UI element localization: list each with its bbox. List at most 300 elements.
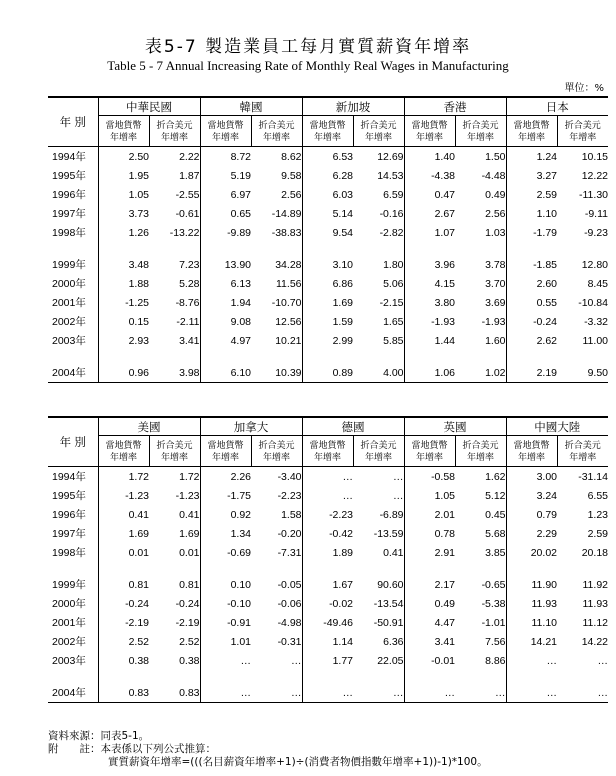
value-cell: 14.53 [377, 169, 404, 182]
value-cell: 0.92 [200, 505, 251, 524]
value-cell: 2.99 [302, 331, 353, 350]
value-cell: 5.14 [302, 204, 353, 223]
value-cell: 1.69 [98, 524, 149, 543]
value-cell: -2.11 [176, 315, 200, 328]
table-row [48, 147, 608, 167]
subheader-line: 年增率 [109, 132, 137, 142]
footnote-label: 附 註： [48, 743, 101, 755]
value-cell: -2.15 [379, 296, 404, 309]
local-currency-header [506, 116, 557, 147]
value-cell: -0.31 [277, 635, 302, 648]
subheader-line: 當地貨幣 [309, 440, 346, 450]
local-currency-header [200, 436, 251, 467]
spacer-row [48, 562, 608, 575]
value-cell: 12.69 [377, 150, 404, 163]
value-cell: -0.01 [404, 651, 455, 670]
table-row [48, 312, 608, 331]
spacer-cell [200, 562, 251, 575]
local-currency-header [404, 116, 455, 147]
local-currency-header [200, 116, 251, 147]
spacer-cell [200, 242, 251, 255]
value-cell: 1.14 [302, 632, 353, 651]
value-cell: -13.22 [169, 226, 200, 239]
local-currency-header [98, 436, 149, 467]
table-row [48, 524, 608, 543]
value-cell: -0.05 [277, 578, 302, 591]
value-cell: 0.83 [98, 683, 149, 703]
value-cell: 5.19 [200, 166, 251, 185]
value-cell: 8.86 [485, 654, 506, 667]
value-cell: 3.96 [404, 255, 455, 274]
value-cell: 3.78 [485, 258, 506, 271]
formula-note: 實質薪資年增率=(((名目薪資年增率+1)÷(消費者物價指數年增率+1))-1)*100。 [108, 756, 488, 768]
usd-header [455, 436, 506, 467]
value-cell: 10.39 [251, 363, 302, 383]
spacer-cell [149, 670, 200, 683]
value-cell: 0.81 [179, 578, 200, 591]
country-header: 加拿大 [200, 417, 302, 436]
spacer-cell [251, 242, 302, 255]
subheader-line: 當地貨幣 [105, 120, 142, 130]
subheader-line: 當地貨幣 [105, 440, 142, 450]
value-cell: -1.93 [481, 315, 506, 328]
value-cell: 1.58 [281, 508, 302, 521]
subheader-line: 當地貨幣 [309, 120, 346, 130]
spacer-cell [149, 350, 200, 363]
spacer-cell [506, 562, 557, 575]
subheader-line: 年增率 [109, 452, 137, 462]
value-cell: -0.58 [404, 467, 455, 487]
value-cell: 11.10 [506, 613, 557, 632]
value-cell: 12.22 [581, 169, 608, 182]
value-cell: 9.50 [557, 363, 608, 383]
table-row [48, 683, 608, 703]
value-cell: 1.65 [383, 315, 404, 328]
value-cell: -0.91 [200, 613, 251, 632]
subheader-line: 折合美元 [360, 440, 397, 450]
value-cell: 0.49 [404, 594, 455, 613]
subheader-line: 折合美元 [564, 120, 601, 130]
value-cell: … [291, 654, 302, 667]
table-row [48, 255, 608, 274]
value-cell: -1.75 [200, 486, 251, 505]
country-header: 韓國 [200, 97, 302, 116]
country-header: 英國 [404, 417, 506, 436]
spacer-cell [353, 562, 404, 575]
year-cell: 1998年 [52, 227, 86, 239]
subheader-line: 年增率 [211, 132, 239, 142]
usd-header [353, 116, 404, 147]
value-cell: 1.05 [98, 185, 149, 204]
value-cell: 11.92 [582, 578, 608, 591]
value-cell: 7.56 [485, 635, 506, 648]
value-cell: 9.08 [200, 312, 251, 331]
subheader-line: 年增率 [364, 132, 392, 142]
value-cell: 1.40 [404, 147, 455, 167]
value-cell: 1.77 [302, 651, 353, 670]
local-currency-header [404, 436, 455, 467]
spacer-cell [48, 670, 98, 683]
value-cell: 0.45 [485, 508, 506, 521]
spacer-row [48, 242, 608, 255]
country-header: 中華民國 [98, 97, 200, 116]
value-cell: -0.65 [481, 578, 506, 591]
local-currency-header [302, 436, 353, 467]
value-cell: -31.14 [578, 470, 608, 483]
value-cell: 8.72 [200, 147, 251, 167]
value-cell: 0.96 [98, 363, 149, 383]
spacer-cell [455, 242, 506, 255]
value-cell: 3.80 [404, 293, 455, 312]
year-cell: 2002年 [52, 316, 86, 328]
value-cell: 14.21 [506, 632, 557, 651]
value-cell: 10.21 [275, 334, 302, 347]
value-cell: 1.07 [404, 223, 455, 242]
spacer-cell [302, 670, 353, 683]
value-cell: … [506, 683, 557, 703]
table-row [48, 486, 608, 505]
value-cell: -0.06 [277, 597, 302, 610]
value-cell: … [393, 489, 404, 502]
spacer-row [48, 670, 608, 683]
value-cell: 2.93 [98, 331, 149, 350]
subheader-line: 年增率 [569, 452, 597, 462]
subheader-line: 折合美元 [258, 440, 295, 450]
value-cell: 3.70 [485, 277, 506, 290]
value-cell: 0.78 [404, 524, 455, 543]
value-cell: 1.44 [404, 331, 455, 350]
value-cell: 2.91 [404, 543, 455, 562]
usd-header [353, 436, 404, 467]
country-header-row [48, 97, 608, 116]
value-cell: -38.83 [271, 226, 302, 239]
subheader-line: 折合美元 [462, 120, 499, 130]
subheader-line: 當地貨幣 [411, 120, 448, 130]
subheader-line: 折合美元 [360, 120, 397, 130]
subheader-line: 折合美元 [258, 120, 295, 130]
value-cell: 0.65 [200, 204, 251, 223]
value-cell: -10.70 [271, 296, 302, 309]
value-cell: -1.25 [98, 293, 149, 312]
spacer-row [48, 350, 608, 363]
value-cell: … [506, 651, 557, 670]
year-cell: 2003年 [52, 335, 86, 347]
subheader-line: 年增率 [569, 132, 597, 142]
subheader-row [48, 116, 608, 147]
value-cell: -2.23 [302, 505, 353, 524]
value-cell: 0.83 [149, 683, 200, 703]
value-cell: 20.02 [506, 543, 557, 562]
value-cell: 8.45 [587, 277, 608, 290]
spacer-cell [404, 562, 455, 575]
value-cell: 1.67 [302, 575, 353, 594]
value-cell: -1.23 [175, 489, 200, 502]
value-cell: -0.10 [200, 594, 251, 613]
value-cell: … [302, 467, 353, 487]
subheader-line: 年增率 [517, 452, 545, 462]
value-cell: 0.49 [485, 188, 506, 201]
value-cell: 4.15 [404, 274, 455, 293]
value-cell: 1.10 [506, 204, 557, 223]
usd-header [149, 116, 200, 147]
value-cell: 2.29 [506, 524, 557, 543]
value-cell: -1.23 [98, 486, 149, 505]
value-cell: 6.10 [200, 363, 251, 383]
subheader-line: 年增率 [160, 452, 188, 462]
value-cell: 1.89 [302, 543, 353, 562]
table-row [48, 166, 608, 185]
value-cell: 11.93 [582, 597, 608, 610]
value-cell: 5.85 [383, 334, 404, 347]
value-cell: 2.01 [404, 505, 455, 524]
value-cell: -2.55 [175, 188, 200, 201]
table-row [48, 223, 608, 242]
value-cell: 0.01 [98, 543, 149, 562]
value-cell: -2.23 [277, 489, 302, 502]
value-cell: 0.41 [383, 546, 404, 559]
spacer-cell [48, 242, 98, 255]
subheader-line: 年增率 [211, 452, 239, 462]
value-cell: 1.24 [506, 147, 557, 167]
usd-header [557, 116, 608, 147]
spacer-cell [200, 670, 251, 683]
value-cell: 1.60 [485, 334, 506, 347]
usd-header [251, 116, 302, 147]
subheader-line: 當地貨幣 [513, 120, 550, 130]
value-cell: -2.19 [175, 616, 200, 629]
value-cell: 1.03 [485, 226, 506, 239]
value-cell: 6.03 [302, 185, 353, 204]
value-cell: -1.85 [506, 255, 557, 274]
table-title-chinese: 表5-7 製造業員工每月實質薪資年增率 [144, 37, 472, 57]
subheader-line: 年增率 [415, 132, 443, 142]
value-cell: 3.48 [98, 255, 149, 274]
value-cell: 9.58 [281, 169, 302, 182]
spacer-cell [98, 350, 149, 363]
value-cell: 12.56 [275, 315, 302, 328]
country-header: 香港 [404, 97, 506, 116]
value-cell: 0.79 [506, 505, 557, 524]
value-cell: 4.97 [200, 331, 251, 350]
wage-table-asia [48, 96, 608, 383]
year-header: 年 別 [48, 97, 98, 147]
value-cell: -14.89 [271, 207, 302, 220]
value-cell: 14.22 [581, 635, 608, 648]
year-cell: 1995年 [52, 490, 86, 502]
value-cell: … [404, 683, 455, 703]
spacer-cell [251, 350, 302, 363]
footnote-text: 本表係以下列公式推算： [100, 743, 216, 755]
spacer-cell [506, 350, 557, 363]
value-cell: … [302, 683, 353, 703]
table-row [48, 651, 608, 670]
spacer-cell [353, 670, 404, 683]
value-cell: -0.24 [175, 597, 200, 610]
value-cell: 0.41 [179, 508, 200, 521]
year-cell: 1997年 [52, 528, 86, 540]
value-cell: 2.60 [506, 274, 557, 293]
value-cell: -1.79 [506, 223, 557, 242]
value-cell: 1.62 [485, 470, 506, 483]
value-cell: 0.81 [98, 575, 149, 594]
value-cell: 3.98 [149, 363, 200, 383]
value-cell: 11.12 [582, 616, 608, 629]
year-cell: 2000年 [52, 598, 86, 610]
value-cell: 1.94 [200, 293, 251, 312]
country-header: 美國 [98, 417, 200, 436]
year-cell: 1994年 [52, 471, 86, 483]
value-cell: 2.62 [506, 331, 557, 350]
country-header-row [48, 417, 608, 436]
local-currency-header [506, 436, 557, 467]
value-cell: … [302, 486, 353, 505]
value-cell: 1.50 [485, 150, 506, 163]
value-cell: -0.61 [175, 207, 200, 220]
value-cell: -0.24 [506, 312, 557, 331]
subheader-line: 年增率 [466, 452, 494, 462]
year-cell: 2001年 [52, 617, 86, 629]
subheader-row [48, 436, 608, 467]
spacer-cell [149, 562, 200, 575]
value-cell: 6.13 [200, 274, 251, 293]
value-cell: 2.59 [587, 527, 608, 540]
value-cell: 1.72 [98, 467, 149, 487]
value-cell: 0.47 [404, 185, 455, 204]
value-cell: 5.12 [485, 489, 506, 502]
spacer-cell [506, 670, 557, 683]
value-cell: 20.18 [581, 546, 608, 559]
value-cell: 6.28 [302, 166, 353, 185]
spacer-cell [200, 350, 251, 363]
value-cell: -0.24 [98, 594, 149, 613]
value-cell: 3.73 [98, 204, 149, 223]
table-row [48, 331, 608, 350]
value-cell: 6.55 [587, 489, 608, 502]
value-cell: 5.68 [485, 527, 506, 540]
value-cell: 6.53 [302, 147, 353, 167]
value-cell: -13.59 [373, 527, 404, 540]
spacer-cell [404, 350, 455, 363]
value-cell: -8.76 [175, 296, 200, 309]
subheader-line: 年增率 [517, 132, 545, 142]
usd-header [455, 116, 506, 147]
year-cell: 2000年 [52, 278, 86, 290]
year-cell: 1999年 [52, 579, 86, 591]
value-cell: 1.72 [179, 470, 200, 483]
usd-header [149, 436, 200, 467]
value-cell: 1.95 [98, 166, 149, 185]
value-cell: -3.40 [277, 470, 302, 483]
year-cell: 2003年 [52, 655, 86, 667]
value-cell: 1.02 [455, 363, 506, 383]
spacer-cell [48, 350, 98, 363]
spacer-cell [455, 562, 506, 575]
value-cell: 5.06 [383, 277, 404, 290]
year-header: 年 別 [48, 417, 98, 467]
value-cell: -49.46 [302, 613, 353, 632]
country-header: 德國 [302, 417, 404, 436]
spacer-cell [98, 242, 149, 255]
subheader-line: 當地貨幣 [411, 440, 448, 450]
local-currency-header [98, 116, 149, 147]
value-cell: 3.00 [506, 467, 557, 487]
year-cell: 1996年 [52, 509, 86, 521]
table-row [48, 363, 608, 383]
table-row [48, 204, 608, 223]
value-cell: 0.15 [98, 312, 149, 331]
value-cell: 22.05 [377, 654, 404, 667]
footnote [48, 743, 488, 756]
year-cell: 2004年 [48, 683, 98, 703]
value-cell: 2.59 [506, 185, 557, 204]
value-cell: -4.98 [277, 616, 302, 629]
spacer-cell [302, 350, 353, 363]
local-currency-header [302, 116, 353, 147]
year-cell: 1997年 [52, 208, 86, 220]
value-cell: -0.69 [200, 543, 251, 562]
value-cell: 8.62 [281, 150, 302, 163]
table-row [48, 575, 608, 594]
value-cell: 1.88 [98, 274, 149, 293]
subheader-line: 當地貨幣 [207, 120, 244, 130]
value-cell: 11.00 [582, 334, 608, 347]
spacer-cell [404, 242, 455, 255]
spacer-cell [98, 670, 149, 683]
value-cell: 1.69 [302, 293, 353, 312]
value-cell: 1.06 [404, 363, 455, 383]
value-cell: -13.54 [373, 597, 404, 610]
value-cell: 11.56 [276, 277, 302, 290]
value-cell: 3.24 [506, 486, 557, 505]
spacer-cell [557, 242, 608, 255]
year-cell: 1994年 [52, 151, 86, 163]
value-cell: -4.38 [404, 166, 455, 185]
value-cell: 2.52 [179, 635, 200, 648]
value-cell: 12.80 [581, 258, 608, 271]
subheader-line: 年增率 [466, 132, 494, 142]
value-cell: 2.22 [179, 150, 200, 163]
value-cell: 0.38 [98, 651, 149, 670]
spacer-cell [404, 670, 455, 683]
year-cell: 1996年 [52, 189, 86, 201]
value-cell: 0.38 [179, 654, 200, 667]
spacer-cell [353, 242, 404, 255]
usd-header [251, 436, 302, 467]
value-cell: 2.50 [98, 147, 149, 167]
value-cell: 6.59 [383, 188, 404, 201]
value-cell: 6.36 [383, 635, 404, 648]
spacer-cell [455, 670, 506, 683]
subheader-line: 年增率 [262, 132, 290, 142]
value-cell: 0.55 [506, 293, 557, 312]
value-cell: -9.11 [584, 207, 608, 220]
country-header: 日本 [506, 97, 608, 116]
country-header: 新加坡 [302, 97, 404, 116]
unit-label: 單位：% [564, 83, 604, 94]
value-cell: 1.34 [200, 524, 251, 543]
value-cell: -0.42 [302, 524, 353, 543]
value-cell: 3.41 [404, 632, 455, 651]
subheader-line: 年增率 [313, 132, 341, 142]
table-row [48, 632, 608, 651]
value-cell: 1.80 [383, 258, 404, 271]
value-cell: 2.67 [404, 204, 455, 223]
value-cell: … [200, 683, 251, 703]
value-cell: 10.15 [581, 150, 608, 163]
spacer-cell [557, 670, 608, 683]
spacer-cell [353, 350, 404, 363]
spacer-cell [557, 562, 608, 575]
